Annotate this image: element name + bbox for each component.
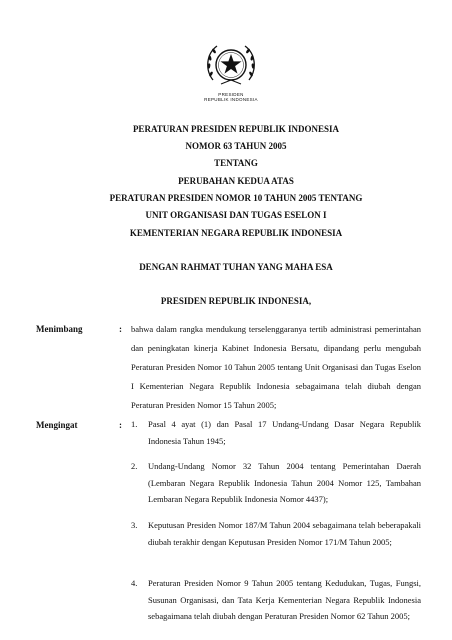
regulation-number: NOMOR 63 TAHUN 2005 <box>185 141 287 151</box>
regulation-subject-2: PERATURAN PRESIDEN NOMOR 10 TAHUN 2005 TENTANG <box>109 193 363 203</box>
invocation: DENGAN RAHMAT TUHAN YANG MAHA ESA <box>139 262 333 272</box>
regulation-subject-4: KEMENTERIAN NEGARA REPUBLIK INDONESIA <box>129 228 343 238</box>
president-line: PRESIDEN REPUBLIK INDONESIA, <box>160 296 312 306</box>
regulation-subject-1: PERUBAHAN KEDUA ATAS <box>178 176 294 186</box>
mengingat-item <box>131 575 421 625</box>
menimbang-colon: : <box>119 324 122 334</box>
mengingat-item <box>131 458 421 508</box>
item-number: 2. <box>131 461 138 471</box>
item-number: 3. <box>131 520 138 530</box>
item-text: Peraturan Presiden Nomor 9 Tahun 2005 tentang Kedudukan, Tugas, Fungsi, Susunan Organisasi, dan Tata Kerja Kementerian Negara Republik Indonesia sebagaimana telah diubah dengan Peraturan Presiden Nomor 62 Tahun 2005; <box>148 578 421 621</box>
menimbang-label: Menimbang <box>36 324 83 334</box>
mengingat-label: Mengingat <box>36 420 78 430</box>
item-text: Undang-Undang Nomor 32 Tahun 2004 tentang Pemerintahan Daerah (Lembaran Negara Republik Indonesia Tahun 2004 Nomor 125, Tambahan Lembaran Negara Republik Indonesia Nomor 4437); <box>148 461 421 504</box>
seal-line-2: REPUBLIK INDONESIA <box>204 97 258 102</box>
seal-line-1: PRESIDEN <box>218 92 244 97</box>
item-text: Keputusan Presiden Nomor 187/M Tahun 2004 sebagaimana telah beberapakali diubah terakhir dengan Keputusan Presiden Nomor 171/M Tahun 2005; <box>148 520 421 547</box>
regulation-about: TENTANG <box>214 158 258 168</box>
item-number: 1. <box>131 419 138 429</box>
regulation-title: PERATURAN PRESIDEN REPUBLIK INDONESIA <box>132 124 340 134</box>
mengingat-item <box>131 416 421 449</box>
star-emblem-icon <box>203 40 259 90</box>
item-number: 4. <box>131 578 138 588</box>
mengingat-colon: : <box>119 420 122 430</box>
regulation-subject-3: UNIT ORGANISASI DAN TUGAS ESELON I <box>145 210 327 220</box>
item-text: Pasal 4 ayat (1) dan Pasal 17 Undang-Undang Dasar Negara Republik Indonesia Tahun 1945; <box>148 419 421 446</box>
presidential-seal <box>203 40 259 106</box>
mengingat-item <box>131 517 421 550</box>
menimbang-text: bahwa dalam rangka mendukung terselenggaranya tertib administrasi pemerintahan dan peningkatan kinerja Kabinet Indonesia Bersatu, dipandang perlu mengubah Peraturan Presiden Nomor 10 Tahun 2005 tentang Unit Organisasi dan Tugas Eselon I Kementerian Negara Republik Indonesia sebagaimana telah diubah dengan Peraturan Presiden Nomor 15 Tahun 2005; <box>131 324 421 410</box>
